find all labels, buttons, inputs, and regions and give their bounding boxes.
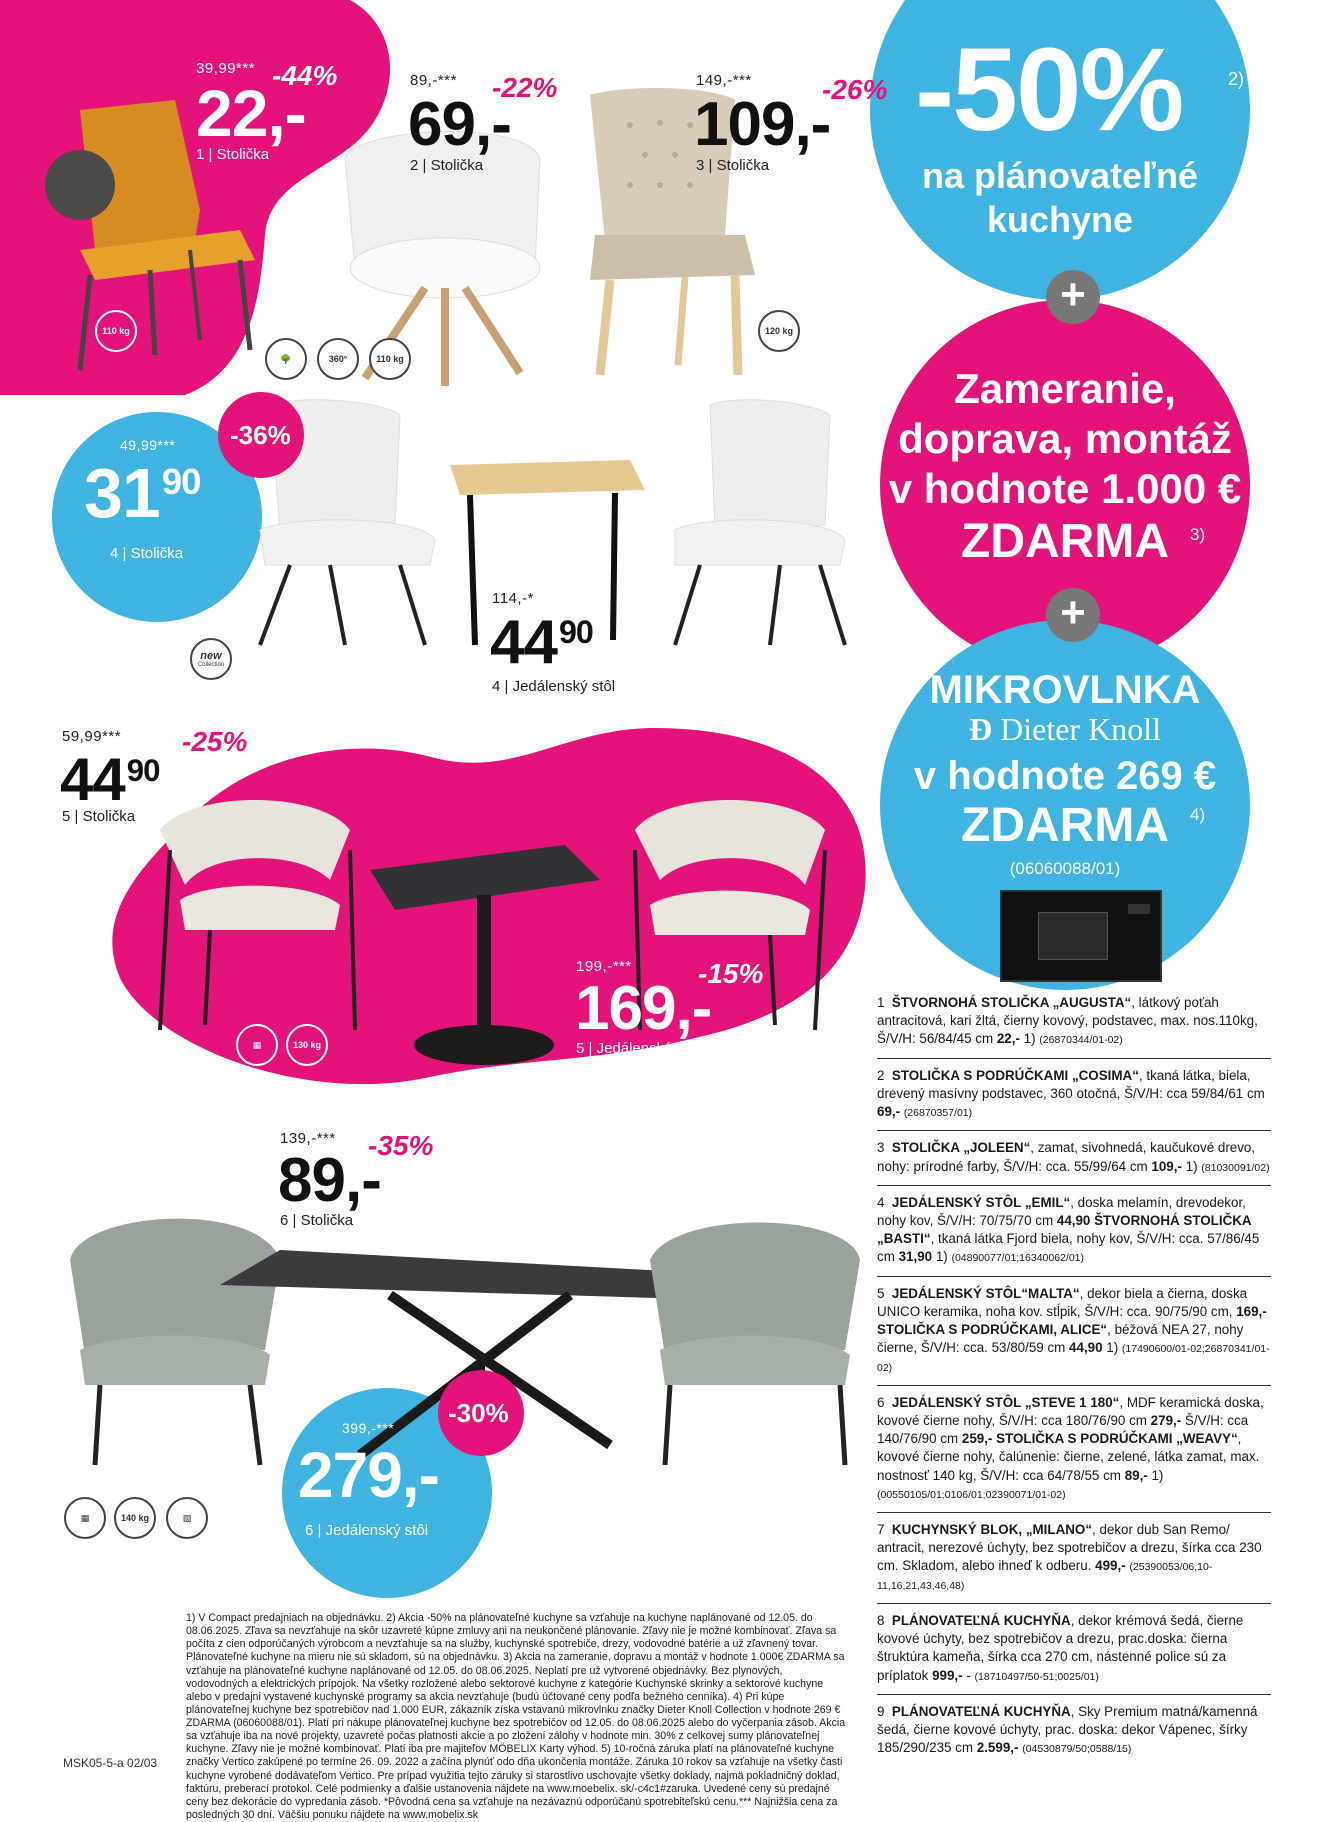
promo-micro-line4: ZDARMA <box>961 799 1169 852</box>
discount-2: -22% <box>492 72 558 103</box>
desc-code: (17490600/01-02;26870341/01-02) <box>877 1343 1270 1374</box>
description-2 <box>877 1059 1271 1132</box>
discount-6: -35% <box>368 1130 434 1161</box>
desc-num: 7 <box>877 1522 885 1538</box>
desc-text: , dekor dub San Remo/ antracit, nerezové úchyty, bez spotrebičov a drezu, šírka cca 230 cm. Skladom, alebo ihneď k odberu. <box>877 1522 1262 1574</box>
discount-5-table: -15% <box>698 958 764 989</box>
desc-num: 8 <box>877 1612 885 1628</box>
price-4-main: 31 <box>84 454 160 532</box>
chair-basti-right-image <box>660 395 860 655</box>
price-1: 22,- <box>196 76 306 150</box>
product-descriptions <box>877 986 1271 1766</box>
desc-note: 1) <box>932 1249 952 1265</box>
promo-service-line4: ZDARMA <box>961 515 1169 568</box>
description-3 <box>877 1131 1271 1185</box>
old-price-6: 139,-*** <box>280 1130 336 1147</box>
desc-price: 169,- <box>1236 1303 1267 1319</box>
promo-service-note: 3) <box>1190 525 1206 544</box>
load-capacity-icon-2: 110 kg <box>369 338 411 380</box>
price-4-table-cents: 90 <box>558 614 593 651</box>
desc-num: 4 <box>877 1194 885 1210</box>
desc-text: , dekor biela a čierna, doska UNICO keramika, noha kov. stĺpik, Š/V/H: cca. 90/75/90 cm, <box>877 1285 1248 1319</box>
load-capacity-icon-1: 110 kg <box>95 310 137 352</box>
desc-title: JEDÁLENSKÝ STÔL „EMIL“ <box>891 1194 1071 1210</box>
promo-micro-line1: MIKROVLNKA <box>929 668 1201 712</box>
description-4 <box>877 1186 1271 1277</box>
desc-num: 1 <box>877 995 885 1010</box>
desc-note: 1) <box>1102 1340 1122 1356</box>
plus-icon-1: + <box>1046 270 1100 324</box>
promo-micro-code: (06060088/01) <box>1009 859 1121 878</box>
desc-text: , dekor krémová šedá, čierne kovové úchyty, bez spotrebičov a drezu, prac.doska: čierna štruktúra kameňa, šírka cca 270 cm, nástenné police sú za príplatok <box>877 1612 1244 1683</box>
price-5-cents: 90 <box>126 752 160 788</box>
price-6: 89,- <box>278 1146 381 1215</box>
discount-4: -36% <box>230 420 291 450</box>
desc-text-2: , béžová NEA 27, nohy čierne, Š/V/H: cca. 53/80/59 cm <box>877 1322 1244 1356</box>
desc-title: KUCHYNSKÝ BLOK, „MILANO“ <box>891 1522 1093 1538</box>
label-6: 6 | Stolička <box>280 1212 354 1229</box>
desc-text: , tkaná látka, biela, drevený masívny podstavec, 360 otočná, Š/V/H: cca 59/84/61 cm <box>877 1067 1265 1101</box>
desc-title: ŠTVORNOHÁ STOLIČKA „AUGUSTA“ <box>891 995 1132 1010</box>
desc-text-2: , kovové čierne nohy, čalúnenie: čierne, zelené, látka zamat, max. nostnosť 140 kg, Š/V/H: cca 64/78/55 cm <box>877 1431 1260 1483</box>
description-1 <box>877 986 1271 1059</box>
desc-text: , MDF keramická doska, kovové čierne nohy, Š/V/H: cca 180/76/90 cm <box>877 1394 1264 1428</box>
promo-micro-brand-text: Dieter Knoll <box>1000 711 1161 747</box>
price-4-cents: 90 <box>161 461 201 503</box>
price-6-table: 279,- <box>298 1439 439 1511</box>
label-2: 2 | Stolička <box>410 157 484 174</box>
promo-micro-brand <box>880 712 1250 747</box>
dieter-knoll-logo-icon: Ð <box>969 711 1001 747</box>
price-3: 109,- <box>694 90 831 159</box>
load-capacity-icon-5: 130 kg <box>286 1024 328 1066</box>
desc-num: 9 <box>877 1703 885 1719</box>
price-5 <box>60 746 160 813</box>
label-5: 5 | Stolička <box>62 808 136 825</box>
new-collection-sub: Collection <box>197 661 225 668</box>
plus-icon-2: + <box>1046 588 1100 642</box>
old-price-4-table: 114,-* <box>492 590 534 607</box>
desc-text: , látkový poťah antracitová, kari žltá, čierny kovový, podstavec, max. nos.110kg, Š/V/H: 56/84/45 cm <box>877 995 1258 1047</box>
description-6 <box>877 1386 1271 1513</box>
desc-num: 2 <box>877 1067 885 1083</box>
promo-percent: -50% <box>915 24 1183 156</box>
load-capacity-icon-6: 140 kg <box>114 1497 156 1539</box>
desc-title: STOLIČKA „JOLEEN“ <box>891 1140 1031 1156</box>
label-1: 1 | Stolička <box>196 146 270 163</box>
description-8 <box>877 1604 1271 1695</box>
label-4: 4 | Stolička <box>110 545 184 562</box>
price-4 <box>84 454 201 532</box>
price-5-main: 44 <box>60 746 125 813</box>
discount-6-table: -30% <box>448 1398 509 1428</box>
desc-price: 44,90 <box>1056 1212 1091 1228</box>
desc-code: (81030091/02) <box>1201 1161 1270 1174</box>
desc-title: PLÁNOVATEĽNÁ KUCHYŇA <box>891 1612 1071 1628</box>
footnote-text: 1) V Compact predajniach na objednávku. 2) Akcia -50% na plánovateľné kuchyne sa vzťahuje na kuchyne naplánované od 12.05. do 08.06.2025. Zľava sa nevzťahuje na skôr uzavreté kúpne zmluvy ani na neukončené plánovanie. Zľavy nie je možné kombinovať. Zľava sa počíta z cien odporúčaných výrobcom a nevzťahuje sa na služby, kuchynské spotrebiče, drezy, vodovodné batérie a už zľavnený tovar. Plánovateľné kuchyne na mieru nie sú skladom, sú na objednávku. 3) Akcia na zameranie, dopravu a montáž v hodnote 1.000€ ZDARMA sa vzťahuje na plánovateľné kuchyne naplánované od 12.05. do 08.06.2025. Neplatí pre už vytvorené objednávky. Bez plynových, vodovodných a elektrických prípojok. Na všetky rozložené alebo sektorové kuchyne z kategórie Kuchynské skrinky a sektorové kuchyne alebo v predajni vystavené kuchynské programy sa akcia nevzťahuje (budú účtované ceny podľa bežného cenníka). 4) Pri kúpe plánovateľnej kuchyne bez spotrebičov nad 1.000 EUR, zákazník získa vstavanú mikrovlnku značky Dieter Knoll Collection v hodnote 269 € ZDARMA (06060088/01). Platí pri nákupe plánovateľnej kuchyne bez spotrebičov od 12.05. do 08.06.2025 alebo do vyčerpania zásob. Akcia sa vzťahuje iba na nové projekty, uzavreté počas platnosti akcie a po zložení zálohy v hodnote min. 30% z celkovej sumy plánovateľnej kuchyne. Zľavy nie je možné kombinovať. Platí iba pre majiteľov MÖBELIX Karty výhod. 5) 10-ročná záruka platí na plánovateľné kuchyne značky Vertico zakúpené po termíne 26. 09. 2022 a začína plynúť odo dňa ukončenia montáže. Záruka 10 rokov sa vzťahuje na všetky časti kuchyne vyrobené dodávateľom Vertico. Pre prípad využitia tejto záruky si starostlivo uschovajte všetky doklady, najmä pokladničný doklad, faktúru, preberací protokol. Celé podmienky a ďalšie ustanovenia nájdete na www.moebelix. sk/-c4c1#zaruka. Uvedené ceny sú predajné ceny bez dekorácie do vypredania zásob. *Pôvodná cena sa vzťahuje na nezávaznú odporúčanú spotrebiteľskú cenu.*** Najnižšia cena za posledných 30 dní. Väčšiu ponuku nájdete na www.mobelix.sk <box>186 1612 846 1821</box>
description-7 <box>877 1513 1271 1604</box>
price-5-table: 169,- <box>575 974 712 1043</box>
desc-text: , zamat, sivohnedá, kaučukové drevo, nohy: prírodné farby, Š/V/H: cca. 55/99/64 cm <box>877 1140 1256 1174</box>
desc-title-2: ŠTVORNOHÁ STOLIČKA „BASTI“ <box>877 1212 1252 1247</box>
desc-price: 279,- <box>1150 1412 1182 1428</box>
table-malta-image <box>365 840 605 1080</box>
label-3: 3 | Stolička <box>696 157 770 174</box>
old-price-2: 89,-*** <box>410 72 457 89</box>
desc-price: 2.599,- <box>976 1740 1019 1756</box>
desc-code: (25390053/06,10-11,16,21,43,46,48) <box>877 1561 1213 1592</box>
price-4-table <box>490 608 593 677</box>
page-code: MSK05-5-a 02/03 <box>63 1756 158 1770</box>
desc-title: JEDÁLENSKÝ STÔL“MALTA“ <box>891 1285 1080 1301</box>
desc-num: 3 <box>877 1140 885 1156</box>
desc-price: 999,- <box>932 1667 963 1683</box>
desc-title: PLÁNOVATEĽNÁ KUCHYŇA <box>891 1703 1071 1719</box>
promo-service-line3: v hodnote 1.000 € <box>888 465 1242 512</box>
microwave-image <box>1000 890 1162 982</box>
desc-title: JEDÁLENSKÝ STÔL „STEVE 1 180“ <box>891 1394 1120 1410</box>
desc-title-2: STOLIČKA S PODRÚČKAMI „WEAVY“ <box>992 1431 1238 1447</box>
promo-kitchen-line2: kuchyne <box>986 199 1134 240</box>
new-collection-icon <box>190 638 232 680</box>
desc-price-2: 44,90 <box>1069 1340 1103 1356</box>
desc-note: 1) <box>1181 1158 1202 1174</box>
promo-micro-line3: v hodnote 269 € <box>913 754 1217 798</box>
desc-code: (00550105/01;0106/01;02390071/01-02) <box>877 1488 1066 1501</box>
old-price-1: 39,99*** <box>196 60 256 77</box>
old-price-3: 149,-*** <box>696 72 752 89</box>
material-swatch-icon: ▦ <box>236 1024 278 1066</box>
price-4-table-main: 44 <box>490 608 557 677</box>
desc-text-mid: Š/V/H: cca 140/76/90 cm <box>877 1412 1249 1447</box>
price-2: 69,- <box>408 90 511 159</box>
discount-5: -25% <box>182 726 248 757</box>
description-9 <box>877 1695 1271 1767</box>
desc-price-mid: 259,- <box>961 1431 993 1447</box>
desc-price: 22,- <box>996 1031 1020 1047</box>
old-price-4: 49,99*** <box>120 437 176 453</box>
discount-1: -44% <box>272 60 338 91</box>
desc-code: (04530879/50;0588/15) <box>1022 1743 1132 1756</box>
desc-price: 499,- <box>1095 1558 1126 1574</box>
desc-code: (26870357/01) <box>903 1107 973 1120</box>
desc-code: (26870344/01-02) <box>1039 1034 1123 1047</box>
desc-text: , doska melamín, drevodekor, nohy kov, Š/V/H: 70/75/70 cm <box>877 1194 1246 1228</box>
old-price-5: 59,99*** <box>62 728 122 745</box>
load-capacity-icon-3: 120 kg <box>758 310 800 352</box>
promo-micro-note: 4) <box>1190 805 1206 824</box>
old-price-6-table: 399,-*** <box>342 1420 395 1436</box>
desc-num: 5 <box>877 1285 885 1301</box>
desc-note: 1) <box>1147 1467 1164 1483</box>
desc-title: STOLIČKA S PODRÚČKAMI „COSIMA“ <box>891 1067 1139 1083</box>
promo-percent-note: 2) <box>1228 69 1245 89</box>
old-price-5-table: 199,-*** <box>576 958 632 975</box>
size-variants-icon: ▧ <box>166 1497 208 1539</box>
tree-wood-icon: 🌳 <box>265 338 307 380</box>
rotate-360-icon: 360° <box>317 338 359 380</box>
desc-code: (18710497/50-51;0025/01) <box>974 1670 1099 1683</box>
label-5-table: 5 | Jedálenský stôl <box>576 1040 700 1057</box>
desc-code: (04890077/01;16340062/01) <box>951 1252 1084 1265</box>
promo-kitchen-line1: na plánovateľné <box>922 155 1198 196</box>
desc-note: - <box>962 1667 975 1683</box>
desc-text: , Sky Premium matná/kamenná šedá, čierne kovové úchyty, prac. doska: dekor Vápenec, šírky 185/290/235 cm <box>877 1703 1258 1756</box>
desc-num: 6 <box>877 1394 885 1410</box>
desc-text-2: , tkaná látka Fjord biela, nohy kov, Š/V/H: cca. 57/86/45 cm <box>877 1231 1260 1265</box>
desc-title-2: STOLIČKA S PODRÚČKAMI, ALICE“ <box>877 1322 1108 1338</box>
desc-price-2: 89,- <box>1124 1467 1148 1483</box>
promo-service-line2: doprava, montáž <box>898 415 1232 462</box>
desc-note: 1) <box>1019 1031 1040 1047</box>
material-swatch-icon-6: ▦ <box>64 1497 106 1539</box>
promo-service-line1: Zameranie, <box>954 365 1176 412</box>
desc-price-2: 31,90 <box>898 1249 933 1265</box>
new-collection-word: new <box>200 649 222 662</box>
desc-price: 69,- <box>877 1104 901 1120</box>
label-6-table: 6 | Jedálenský stôl <box>305 1522 429 1539</box>
label-4-table: 4 | Jedálenský stôl <box>492 678 616 695</box>
chair-alice-left-image <box>150 790 370 1040</box>
chair-weavy-right-image <box>640 1200 870 1470</box>
discount-3: -26% <box>822 74 888 105</box>
description-5 <box>877 1277 1271 1386</box>
desc-price: 109,- <box>1151 1158 1182 1174</box>
